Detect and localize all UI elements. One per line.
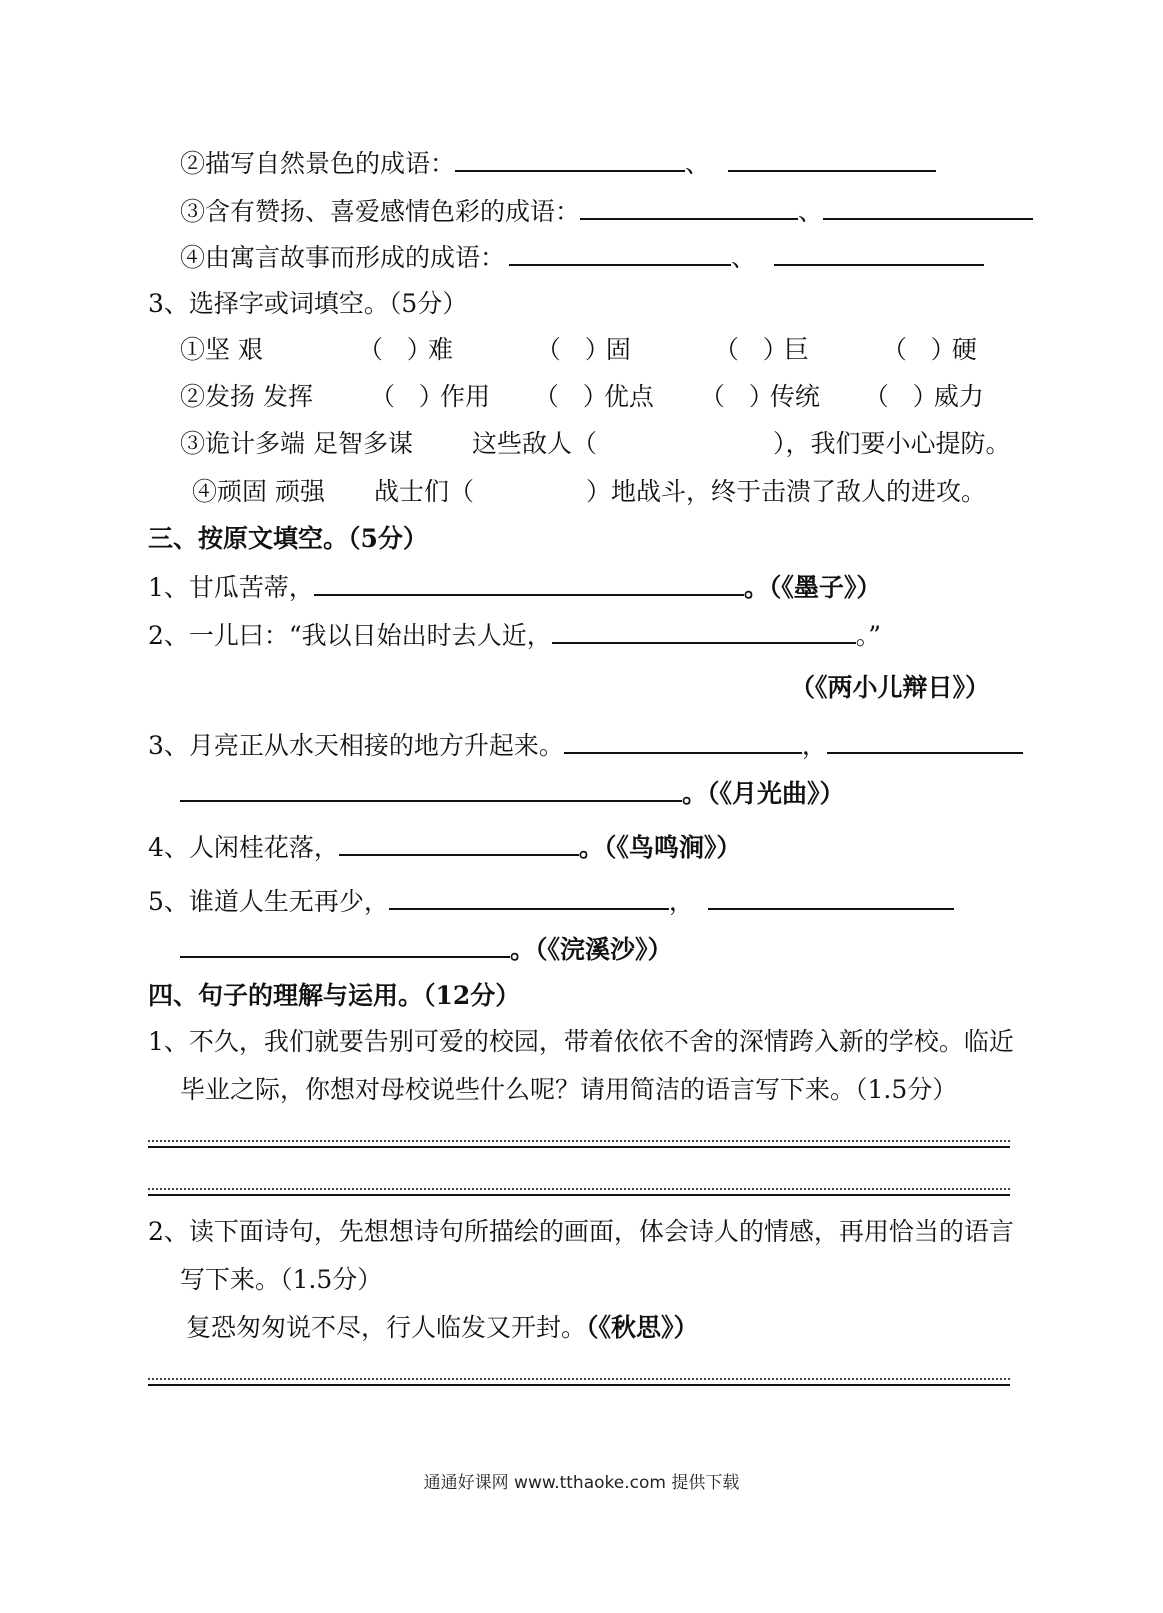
q3-r3-after: ），我们要小心提防。: [773, 429, 1011, 458]
q2-2-label: ②描写自然景色的成语：: [180, 149, 456, 178]
answer-line[interactable]: [148, 1384, 1010, 1386]
q2-3-line: [180, 194, 1033, 228]
answer-blank[interactable]: [774, 240, 984, 266]
section-4-title: [148, 980, 520, 1012]
q3-r1-item-4: 硬: [951, 335, 977, 364]
q3-r2-item-4: 威力: [933, 382, 984, 411]
answer-line[interactable]: [148, 1194, 1010, 1196]
q3-row-3: [180, 428, 1011, 460]
answer-blank[interactable]: [827, 728, 1023, 754]
answer-blank[interactable]: [509, 240, 731, 266]
paren-blank[interactable]: （ ）: [699, 382, 774, 411]
s4-q2-source: （《秋思》）: [586, 1313, 699, 1342]
s3-q5-cont: [180, 932, 673, 966]
q3-r2-prefix: ②发扬 发挥: [180, 382, 313, 411]
s4-q1-line1: [148, 1026, 1014, 1058]
s3-q1-before: 1、甘瓜苦蒂，: [148, 573, 314, 602]
answer-blank[interactable]: [580, 194, 798, 220]
s3-q2-before: 2、一儿曰：“我以日始出时去人近，: [148, 621, 552, 650]
s3-q3: [148, 728, 1023, 762]
paren-blank[interactable]: （ ）: [713, 335, 788, 364]
s4-q2-poem-text: 复恐匆匆说不尽，行人临发又开封。: [186, 1313, 587, 1342]
separator: 、: [731, 243, 757, 272]
s3-q2-source-text: （《两小儿辩日》）: [790, 673, 991, 702]
paren-blank[interactable]: （ ）: [369, 382, 444, 411]
q3-r2-item-3: 传统: [769, 382, 820, 411]
separator: 、: [798, 197, 824, 226]
q3-r4-after: ）地战斗，终于击溃了敌人的进攻。: [586, 477, 987, 506]
s3-q4-before: 4、人闲桂花落，: [148, 833, 339, 862]
s3-q3-cont: [180, 776, 845, 810]
s4-q1-line2: [180, 1074, 957, 1106]
q3-row-2: [180, 381, 984, 413]
s3-q3-before: 3、月亮正从水天相接的地方升起来。: [148, 731, 564, 760]
answer-blank[interactable]: [455, 146, 685, 172]
q3-r2-item-2: 优点: [603, 382, 654, 411]
separator: 、: [685, 149, 711, 178]
answer-line[interactable]: [148, 1146, 1010, 1148]
section-4-title-text: 四、句子的理解与运用。（12分）: [148, 981, 521, 1010]
answer-blank[interactable]: [708, 884, 954, 910]
answer-blank[interactable]: [564, 728, 802, 754]
q3-r1-item-1: 难: [427, 335, 453, 364]
s3-q1-after: 。（《墨子》）: [743, 573, 882, 602]
q3-row-1: [180, 334, 977, 366]
q2-4-line: [180, 240, 984, 274]
s3-q2-source: [790, 672, 990, 704]
q2-4-label: ④由寓言故事而形成的成语：: [180, 243, 506, 272]
answer-blank[interactable]: [180, 932, 510, 958]
q3-r3-prefix: ③诡计多端 足智多谋: [180, 429, 413, 458]
s4-q1-text-1: 1、不久，我们就要告别可爱的校园，带着依依不舍的深情跨入新的学校。临近: [148, 1027, 1014, 1056]
s3-q1: [148, 570, 881, 604]
section-3-title-text: 三、按原文填空。（5分）: [148, 524, 428, 553]
paren-blank[interactable]: （ ）: [533, 382, 608, 411]
s3-q5-after: 。（《浣溪沙》）: [510, 935, 673, 964]
footer-text: 通通好课网 www.tthaoke.com 提供下载: [423, 1473, 740, 1493]
q3-row-4: [192, 476, 986, 508]
q3-r4-prefix: ④顽固 顽强: [192, 477, 325, 506]
q3-r1-item-3: 巨: [783, 335, 809, 364]
paren-blank[interactable]: （ ）: [881, 335, 956, 364]
paren-blank[interactable]: （ ）: [357, 335, 432, 364]
s4-q2-line1: [148, 1216, 1014, 1248]
s3-q3-mid: ，: [801, 731, 827, 760]
s4-q2-text-1: 2、读下面诗句，先想想诗句所描绘的画面，体会诗人的情感，再用恰当的语言: [148, 1217, 1014, 1246]
answer-blank[interactable]: [389, 884, 669, 910]
answer-line-dotted: [148, 1378, 1010, 1380]
s3-q5-before: 5、谁道人生无再少，: [148, 887, 389, 916]
paren-blank[interactable]: （ ）: [535, 335, 610, 364]
q3-title: [148, 288, 467, 320]
s3-q2: [148, 618, 881, 652]
q3-r1-item-2: 固: [605, 335, 631, 364]
answer-blank[interactable]: [339, 830, 579, 856]
answer-line-dotted: [148, 1140, 1010, 1142]
s3-q4-after: 。（《鸟鸣涧》）: [578, 833, 742, 862]
s4-q2-poem: [186, 1312, 699, 1344]
answer-blank[interactable]: [823, 194, 1033, 220]
q3-r3-before: 这些敌人（: [472, 429, 598, 458]
paren-blank[interactable]: （ ）: [863, 382, 938, 411]
q2-3-label: ③含有赞扬、喜爱感情色彩的成语：: [180, 197, 581, 226]
s3-q3-after: 。（《月光曲》）: [682, 779, 845, 808]
answer-blank[interactable]: [728, 146, 936, 172]
answer-blank[interactable]: [180, 776, 682, 802]
answer-blank[interactable]: [552, 618, 856, 644]
s4-q2-text-2: 写下来。（1.5分）: [180, 1265, 383, 1294]
s4-q1-text-2: 毕业之际，你想对母校说些什么呢？请用简洁的语言写下来。（1.5分）: [180, 1075, 958, 1104]
q3-r4-before: 战士们（: [374, 477, 475, 506]
s3-q4: [148, 830, 741, 864]
q3-r2-item-1: 作用: [439, 382, 490, 411]
s3-q5-mid: ，: [668, 887, 694, 916]
s3-q2-after: 。”: [855, 621, 881, 650]
answer-line-dotted: [148, 1188, 1010, 1190]
q3-title-text: 3、选择字或词填空。（5分）: [148, 289, 468, 318]
s4-q2-line2: [180, 1264, 382, 1296]
section-3-title: [148, 523, 428, 555]
s3-q5: [148, 884, 954, 918]
answer-blank[interactable]: [314, 570, 744, 596]
q3-r1-prefix: ①坚 艰: [180, 335, 263, 364]
q2-2-line: [180, 146, 936, 180]
